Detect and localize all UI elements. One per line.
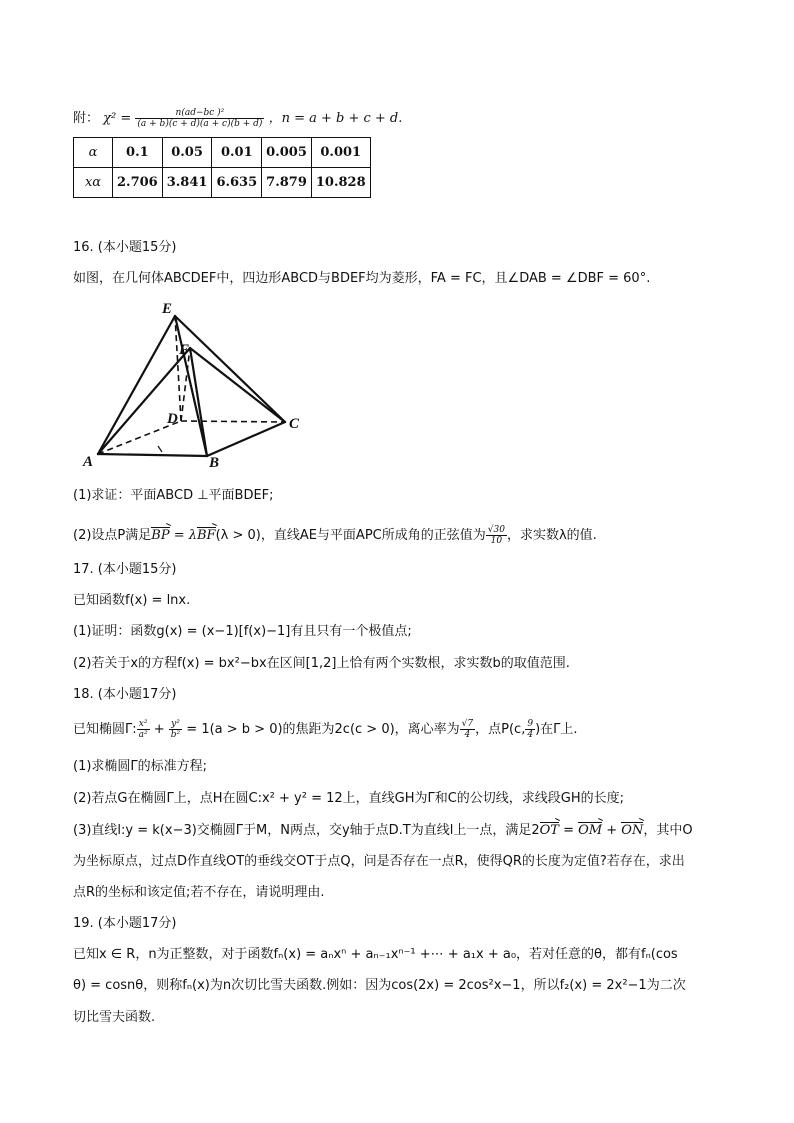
vertex-label-b: B bbox=[209, 455, 220, 471]
table-cell: 7.879 bbox=[262, 168, 312, 198]
q18-part3-text: (3)直线l:y = k(x−3)交椭圆Γ于M，N两点，交y轴于点D.T为直线l上一点，满足2 bbox=[73, 823, 540, 838]
table-cell: 10.828 bbox=[311, 168, 370, 198]
chi-numerator: n(ad−bc )² bbox=[135, 108, 264, 119]
vertex-label-e: E bbox=[162, 301, 173, 317]
q18-part3-end: ，其中O bbox=[643, 823, 693, 838]
q17-part2: (2)若关于x的方程f(x) = bx²−bx在区间[1,2]上恰有两个实数根，求实数b的取值范围. bbox=[73, 656, 570, 671]
table-cell: 0.001 bbox=[311, 138, 370, 168]
table-row bbox=[74, 138, 371, 168]
critical-value-table bbox=[73, 137, 371, 198]
vector-bf: BF bbox=[196, 528, 216, 543]
vector-on: ON bbox=[621, 823, 644, 838]
q16-part2-eq: = λ bbox=[169, 528, 197, 543]
frac-den: 4 bbox=[527, 730, 534, 740]
frac-num: x² bbox=[137, 719, 150, 730]
sine-denominator: 10 bbox=[490, 536, 503, 546]
table-cell: 0.005 bbox=[262, 138, 312, 168]
vertex-label-a: A bbox=[83, 454, 94, 470]
q16-part2-end: ，求实数λ的值. bbox=[506, 528, 597, 543]
table-cell: 0.05 bbox=[162, 138, 212, 168]
frac-den: a² bbox=[138, 730, 148, 740]
q18-stem-text: 已知椭圆Γ: bbox=[73, 722, 137, 737]
q18-part2: (2)若点G在椭圆Γ上，点H在圆C:x² + y² = 12上，直线GH为Γ和C的公切线，求线段GH的长度; bbox=[73, 791, 625, 806]
q16-part2-text2: (λ > 0)，直线AE与平面APC所成角的正弦值为 bbox=[215, 528, 486, 543]
table-head-x: xα bbox=[74, 168, 113, 198]
vertex-label-c: C bbox=[289, 416, 300, 432]
frac-num: y² bbox=[169, 719, 182, 730]
q19-line3: 切比雪夫函数. bbox=[73, 1010, 156, 1025]
geometry-figure bbox=[78, 296, 318, 471]
q19-line1: 已知x ∈ R，n为正整数，对于函数fₙ(x) = aₙxⁿ + aₙ₋₁xⁿ⁻¹ +⋯ + a₁x + a₀，若对任意的θ，都有fₙ(cos bbox=[73, 947, 678, 962]
table-cell: 6.635 bbox=[212, 168, 262, 198]
q18-part3 bbox=[73, 822, 693, 840]
frac-num: √7 bbox=[461, 719, 474, 729]
q16-part2 bbox=[73, 525, 597, 546]
q18-eq: = bbox=[558, 823, 579, 838]
q18-part3-line3: 点R的坐标和该定值;若不存在，请说明理由. bbox=[73, 885, 325, 900]
table-cell: 3.841 bbox=[162, 168, 212, 198]
q16-part2-text: (2)设点P满足 bbox=[73, 528, 152, 543]
table-cell: 0.01 bbox=[212, 138, 262, 168]
q17-stem: 已知函数f(x) = lnx. bbox=[73, 593, 191, 608]
q19-title: 19. (本小题17分) bbox=[73, 916, 177, 931]
chi-label: χ² = bbox=[103, 111, 132, 126]
table-row bbox=[74, 168, 371, 198]
q16-stem: 如图，在几何体ABCDEF中，四边形ABCD与BDEF均为菱形，FA = FC，且∠DAB = ∠DBF = 60°. bbox=[73, 271, 651, 286]
n-definition: ，n = a + b + c + d. bbox=[268, 111, 403, 126]
frac-den: 4 bbox=[464, 730, 471, 740]
vertex-label-d: D bbox=[167, 411, 178, 427]
sine-fraction bbox=[486, 525, 507, 546]
frac-den: b² bbox=[170, 730, 181, 740]
q18-part1: (1)求椭圆Γ的标准方程; bbox=[73, 759, 208, 774]
table-head-alpha: α bbox=[74, 138, 113, 168]
q16-part1: (1)求证：平面ABCD ⊥平面BDEF; bbox=[73, 488, 274, 503]
vector-om: OM bbox=[578, 823, 603, 838]
table-cell: 0.1 bbox=[113, 138, 163, 168]
chi-fraction bbox=[135, 108, 264, 129]
ellipse-fraction-y bbox=[169, 719, 182, 740]
chi-denominator: (a + b)(c + d)(a + c)(b + d) bbox=[137, 119, 263, 129]
q18-stem bbox=[73, 719, 578, 740]
q18-title: 18. (本小题17分) bbox=[73, 687, 177, 702]
eccentricity-fraction bbox=[460, 719, 475, 740]
sine-numerator: √30 bbox=[487, 525, 505, 535]
q18-plus2: + bbox=[602, 823, 622, 838]
ellipse-fraction-x bbox=[137, 719, 150, 740]
q17-title: 17. (本小题15分) bbox=[73, 562, 177, 577]
appendix-prefix: 附： bbox=[73, 111, 100, 126]
q18-stem-text3: ，点P(c, bbox=[475, 722, 526, 737]
q18-stem-end: )在Γ上. bbox=[535, 722, 578, 737]
point-fraction bbox=[525, 719, 535, 740]
vector-ot: OT bbox=[539, 823, 559, 838]
q18-plus: + bbox=[149, 722, 169, 737]
q18-part3-line2: 为坐标原点，过点D作直线OT的垂线交OT于点Q，问是否存在一点R，使得QR的长度为定值?若存在，求出 bbox=[73, 854, 685, 869]
frac-num: 9 bbox=[527, 719, 534, 729]
vector-bp: BP bbox=[151, 528, 170, 543]
q18-stem-text2: = 1(a > b > 0)的焦距为2c(c > 0)，离心率为 bbox=[182, 722, 460, 737]
q19-line2: θ) = cosnθ，则称fₙ(x)为n次切比雪夫函数.例如：因为cos(2x) = 2cos²x−1，所以f₂(x) = 2x²−1为二次 bbox=[73, 978, 686, 993]
table-cell: 2.706 bbox=[113, 168, 163, 198]
appendix-formula bbox=[73, 108, 402, 129]
vertex-label-f: F bbox=[179, 342, 190, 358]
q16-title: 16. (本小题15分) bbox=[73, 240, 177, 255]
q17-part1: (1)证明：函数g(x) = (x−1)[f(x)−1]有且只有一个极值点; bbox=[73, 624, 412, 639]
